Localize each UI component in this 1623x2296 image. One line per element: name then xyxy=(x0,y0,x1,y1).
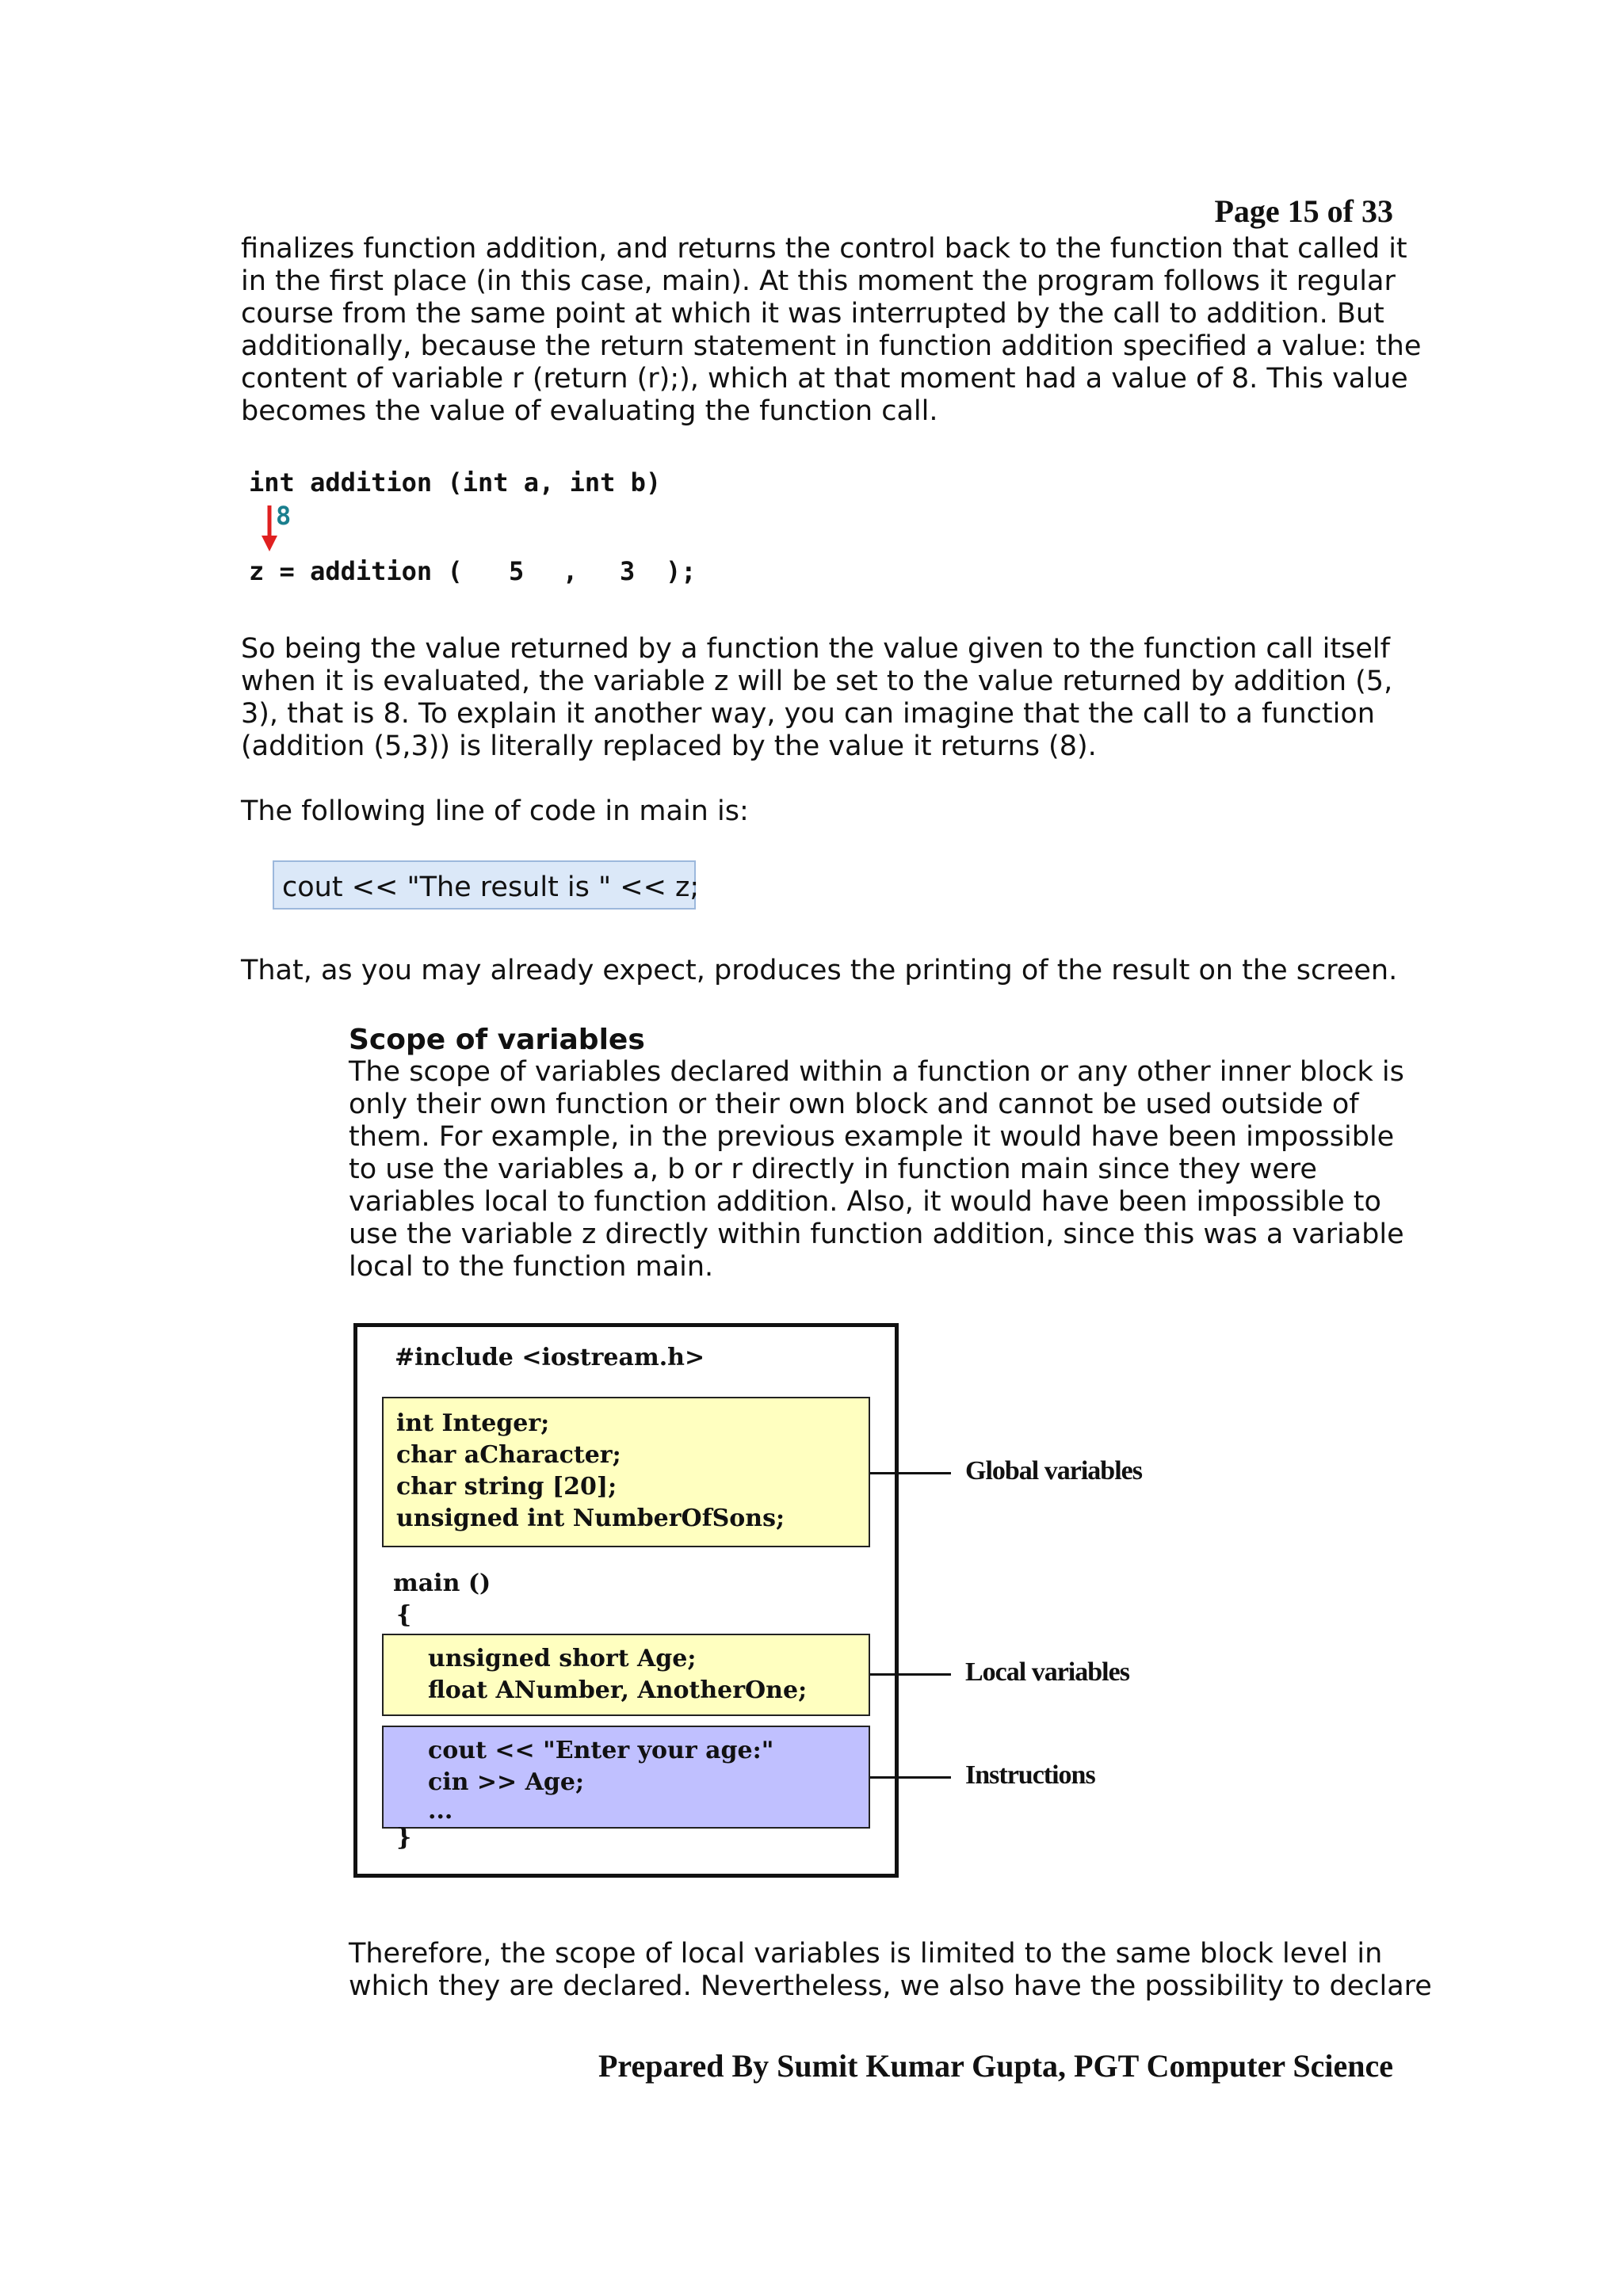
instructions-box xyxy=(382,1726,870,1829)
code-line: unsigned int NumberOfSons; xyxy=(396,1505,785,1532)
function-call-prefix: z = addition ( xyxy=(249,556,463,586)
leader-line-instructions xyxy=(870,1776,951,1779)
paragraph-scope-explanation xyxy=(349,1056,1404,1283)
text-line: 3), that is 8. To explain it another way, you can imagine that the call to a function xyxy=(241,698,1375,730)
text-line: them. For example, in the previous example it would have been impossible xyxy=(349,1121,1395,1153)
section-heading-scope: Scope of variables xyxy=(349,1024,645,1056)
paragraph-scope-conclusion xyxy=(349,1938,1432,2003)
call-argument-1: 5 xyxy=(509,556,525,586)
function-signature: int addition (int a, int b) xyxy=(249,467,662,498)
include-line: #include <iostream.h> xyxy=(395,1344,705,1371)
returned-value: 8 xyxy=(276,501,292,531)
code-line: float ANumber, AnotherOne; xyxy=(428,1676,808,1704)
text-line: (addition (5,3)) is literally replaced by the value it returns (8). xyxy=(241,730,1097,762)
text-line: So being the value returned by a function the value given to the function call itself xyxy=(241,633,1390,665)
code-line: char aCharacter; xyxy=(396,1441,621,1469)
code-line: int Integer; xyxy=(396,1409,550,1437)
text-line: finalizes function addition, and returns the control back to the function that called it xyxy=(241,233,1407,265)
close-brace: } xyxy=(396,1824,412,1852)
code-line: unsigned short Age; xyxy=(428,1645,697,1672)
return-value-figure xyxy=(246,467,721,586)
paragraph-following-line xyxy=(241,795,749,828)
text-line: Therefore, the scope of local variables is limited to the same block level in xyxy=(349,1938,1383,1970)
text-line: variables local to function addition. Also, it would have been impossible to xyxy=(349,1186,1381,1218)
open-brace: { xyxy=(396,1601,412,1629)
label-global-variables: Global variables xyxy=(965,1456,1142,1486)
label-instructions: Instructions xyxy=(965,1760,1095,1790)
text-line: use the variable z directly within function addition, since this was a variable xyxy=(349,1219,1404,1250)
code-line: cout << "Enter your age:" xyxy=(428,1737,774,1764)
text-line: The scope of variables declared within a function or any other inner block is xyxy=(349,1056,1404,1088)
text-line: content of variable r (return (r);), which at that moment had a value of 8. This value xyxy=(241,363,1408,395)
leader-line-global xyxy=(870,1472,951,1474)
text-line: only their own function or their own block and cannot be used outside of xyxy=(349,1089,1359,1120)
page-number: Page 15 of 33 xyxy=(1214,193,1393,229)
main-line: main () xyxy=(393,1569,491,1597)
call-comma: , xyxy=(563,556,579,586)
global-variables-box xyxy=(382,1397,870,1547)
text-line: to use the variables a, b or r directly in function main since they were xyxy=(349,1154,1317,1185)
paragraph-printing-result xyxy=(241,955,1397,987)
text-line: course from the same point at which it was interrupted by the call to addition. But xyxy=(241,298,1384,330)
function-call-suffix: ); xyxy=(666,556,697,586)
text-line: when it is evaluated, the variable z will be set to the value returned by addition (5, xyxy=(241,666,1393,697)
paragraph-return-explanation xyxy=(241,233,1421,428)
code-line: char string [20]; xyxy=(396,1473,617,1501)
text-line: The following line of code in main is: xyxy=(241,795,749,827)
local-variables-box xyxy=(382,1634,870,1716)
code-line: ... xyxy=(428,1797,453,1825)
leader-line-local xyxy=(870,1673,951,1676)
paragraph-return-value xyxy=(241,633,1392,763)
text-line: in the first place (in this case, main). At this moment the program follows it regular xyxy=(241,265,1396,297)
code-snippet-text: cout << "The result is " << z; xyxy=(282,871,700,903)
text-line: local to the function main. xyxy=(349,1251,714,1283)
text-line: That, as you may already expect, produces the printing of the result on the screen. xyxy=(241,955,1398,986)
footer-credit: Prepared By Sumit Kumar Gupta, PGT Computer Science xyxy=(598,2048,1393,2084)
text-line: additionally, because the return statement in function addition specified a value: the xyxy=(241,330,1422,362)
text-line: becomes the value of evaluating the function call. xyxy=(241,395,938,427)
text-line: which they are declared. Nevertheless, we also have the possibility to declare xyxy=(349,1970,1432,2002)
call-argument-2: 3 xyxy=(620,556,636,586)
code-line: cin >> Age; xyxy=(428,1768,585,1796)
label-local-variables: Local variables xyxy=(965,1657,1129,1687)
